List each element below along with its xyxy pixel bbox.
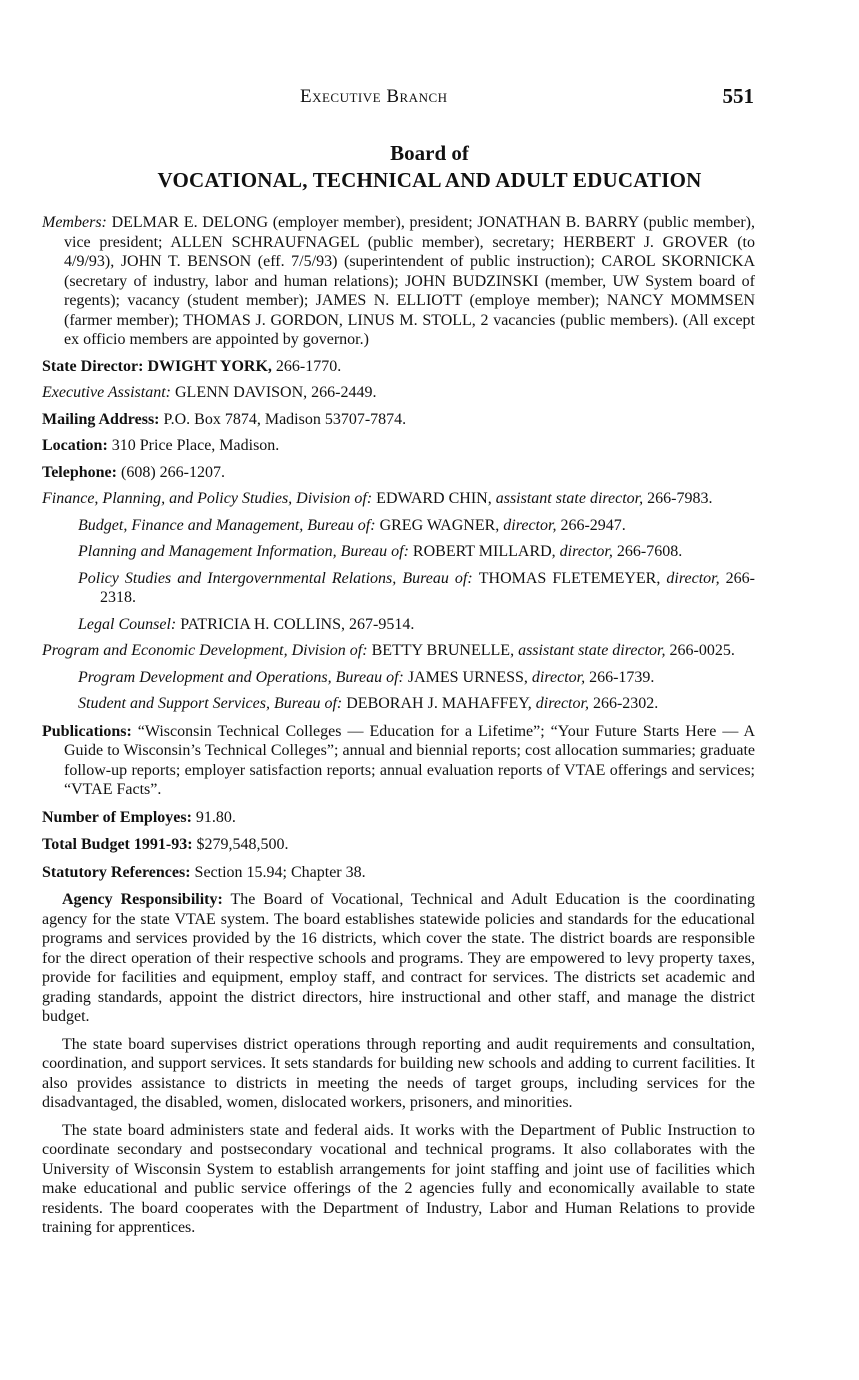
division-head-title: assistant state director, xyxy=(495,490,644,507)
telephone-entry xyxy=(42,463,755,483)
bureau-head-title: director, xyxy=(503,516,557,534)
bureau-phone: 266-2318. xyxy=(100,569,755,606)
division-phone: 266-0025. xyxy=(669,642,735,659)
location-entry xyxy=(42,436,755,456)
bureau-head-name: DEBORAH J. MAHAFFEY, xyxy=(346,695,532,712)
telephone-value: (608) 266-1207. xyxy=(120,463,225,481)
bureau-entry xyxy=(78,542,755,562)
bureau-phone: 266-2947. xyxy=(560,516,626,534)
state-director-phone: 266-1770. xyxy=(275,357,342,375)
statutory-label: Statutory References: xyxy=(42,863,191,881)
statutory-value: Section 15.94; Chapter 38. xyxy=(194,863,366,881)
members-entry xyxy=(42,213,755,350)
bureau-head-title: director, xyxy=(531,668,586,686)
title-line-2: VOCATIONAL, TECHNICAL AND ADULT EDUCATION xyxy=(157,168,702,192)
bureau-entry xyxy=(78,694,755,714)
executive-assistant-value: GLENN DAVISON, 266-2449. xyxy=(175,384,377,401)
division-label: Finance, Planning, and Policy Studies, Division of: xyxy=(42,490,373,507)
bureau-head-name: THOMAS FLETEMEYER, xyxy=(478,569,661,587)
bureau-entry xyxy=(78,516,755,536)
publications-label: Publications: xyxy=(42,722,132,740)
agency-responsibility-paragraph xyxy=(42,890,755,1027)
state-director-label: State Director: xyxy=(42,357,144,375)
agency-responsibility-label: Agency Responsibility: xyxy=(62,891,223,908)
bureau-entry xyxy=(78,569,755,608)
division-program-entry xyxy=(42,641,755,661)
agency-paragraph-3: The state board administers state and federal aids. It works with the Department of Public Instruction to coordinate secondary and postsecondary vocational and technical programs. It also collaborates with the University of Wisconsin System to establish arrangements for joint staffing and joint use of facilities which make educational and public service offerings of the 2 agencies fully and economically available to state residents. The board cooperates with the Department of Industry, Labor and Human Relations to provide training for apprentices. xyxy=(42,1121,755,1236)
legal-counsel-label: Legal Counsel: xyxy=(78,615,177,633)
location-label: Location: xyxy=(42,437,108,454)
bureau-head-name: JAMES URNESS, xyxy=(407,668,528,686)
bureau-label: Planning and Management Information, Bureau of: xyxy=(78,543,409,560)
mailing-address-label: Mailing Address: xyxy=(42,410,160,428)
page-number: 551 xyxy=(722,84,754,108)
division-head-name: EDWARD CHIN, xyxy=(376,490,492,507)
page-title xyxy=(0,140,859,194)
legal-counsel-phone: 267-9514. xyxy=(348,615,415,633)
executive-assistant-label: Executive Assistant: xyxy=(42,384,171,401)
division-label: Program and Economic Development, Division of: xyxy=(42,642,368,659)
bureau-label: Student and Support Services, Bureau of: xyxy=(78,695,343,712)
executive-assistant-entry xyxy=(42,383,755,403)
agency-paragraph-2: The state board supervises district operations through reporting and audit requirements and consultation, coordination, and support services. It sets standards for building new schools and adding to current facilities. It also provides assistance to districts in meeting the needs of target groups, including services for the disadvantaged, the disabled, women, dislocated workers, prisoners, and minorities. xyxy=(42,1035,755,1111)
document-body xyxy=(42,213,755,1238)
budget-entry xyxy=(42,835,755,855)
bureau-head-title: director, xyxy=(559,543,613,560)
members-text: DELMAR E. DELONG (employer member), president; JONATHAN B. BARRY (public member), vice president; ALLEN SCHRAUFNAGEL (public member), secretary; HERBERT J. GROVER (to 4/9/93), JOHN T. BENSON (eff. 7/5/93) (superintendent of public instruction); CAROL SKORNICKA (secretary of industry, labor and human relations); JOHN BUDZINSKI (member, UW System board of regents); vacancy (student member); JAMES N. ELLIOTT (employe member); NANCY MOMMSEN (farmer member); THOMAS J. GORDON, LINUS M. STOLL, 2 vacancies (public members). (All except ex officio members are appointed by governor.) xyxy=(64,214,755,348)
division-head-name: BETTY BRUNELLE, xyxy=(371,642,515,659)
legal-counsel-name: PATRICIA H. COLLINS, xyxy=(180,615,345,633)
bureau-entry xyxy=(78,668,755,688)
employes-entry xyxy=(42,808,755,828)
running-title: Executive Branch xyxy=(300,86,448,107)
division-phone: 266-7983. xyxy=(647,490,713,507)
publications-entry xyxy=(42,722,755,800)
bureau-head-name: ROBERT MILLARD, xyxy=(412,543,556,560)
location-value: 310 Price Place, Madison. xyxy=(111,437,280,454)
telephone-label: Telephone: xyxy=(42,463,117,481)
members-label: Members: xyxy=(42,214,107,231)
agency-paragraph-1: The Board of Vocational, Technical and Adult Education is the coordinating agency for the state VTAE system. The board establishes statewide policies and standards for the educational programs and services provided by the 16 districts, which cover the state. The district boards are responsible for the direct operation of their respective schools and programs. They are empowered to levy property taxes, provide for facilities and equipment, employ staff, and contract for services. The districts set academic and grading standards, appoint the district directors, hire instructional and other staff, and manage the district budget. xyxy=(42,891,755,1025)
bureau-phone: 266-1739. xyxy=(589,668,655,686)
division-finance-entry xyxy=(42,489,755,509)
publications-value: “Wisconsin Technical Colleges — Education for a Lifetime”; “Your Future Starts Here — A Guide to Wisconsin’s Technical Colleges”; annual and biennial reports; cost allocation summaries; graduate follow-up reports; employer satisfaction reports; annual evaluation reports of VTAE offerings and services; “VTAE Facts”. xyxy=(64,722,756,798)
bureau-head-name: GREG WAGNER, xyxy=(379,516,500,534)
bureau-label: Budget, Finance and Management, Bureau of: xyxy=(78,516,376,534)
bureau-head-title: director, xyxy=(666,569,720,587)
employes-value: 91.80. xyxy=(195,808,236,826)
bureau-label: Policy Studies and Intergovernmental Relations, Bureau of: xyxy=(78,569,473,587)
budget-value: $279,548,500. xyxy=(196,836,289,853)
state-director-name: DWIGHT YORK, xyxy=(147,357,272,375)
statutory-entry xyxy=(42,863,755,883)
legal-counsel-entry xyxy=(78,615,755,635)
bureau-phone: 266-2302. xyxy=(592,695,659,712)
bureau-head-title: director, xyxy=(535,695,589,712)
budget-label: Total Budget 1991-93: xyxy=(42,836,193,853)
title-line-1: Board of xyxy=(390,141,469,165)
employes-label: Number of Employes: xyxy=(42,808,192,826)
state-director-entry xyxy=(42,357,755,377)
mailing-address-value: P.O. Box 7874, Madison 53707-7874. xyxy=(163,410,407,428)
running-header xyxy=(0,86,859,114)
division-head-title: assistant state director, xyxy=(518,642,666,659)
mailing-address-entry xyxy=(42,410,755,430)
bureau-phone: 266-7608. xyxy=(616,543,683,560)
bureau-label: Program Development and Operations, Bureau of: xyxy=(78,668,404,686)
